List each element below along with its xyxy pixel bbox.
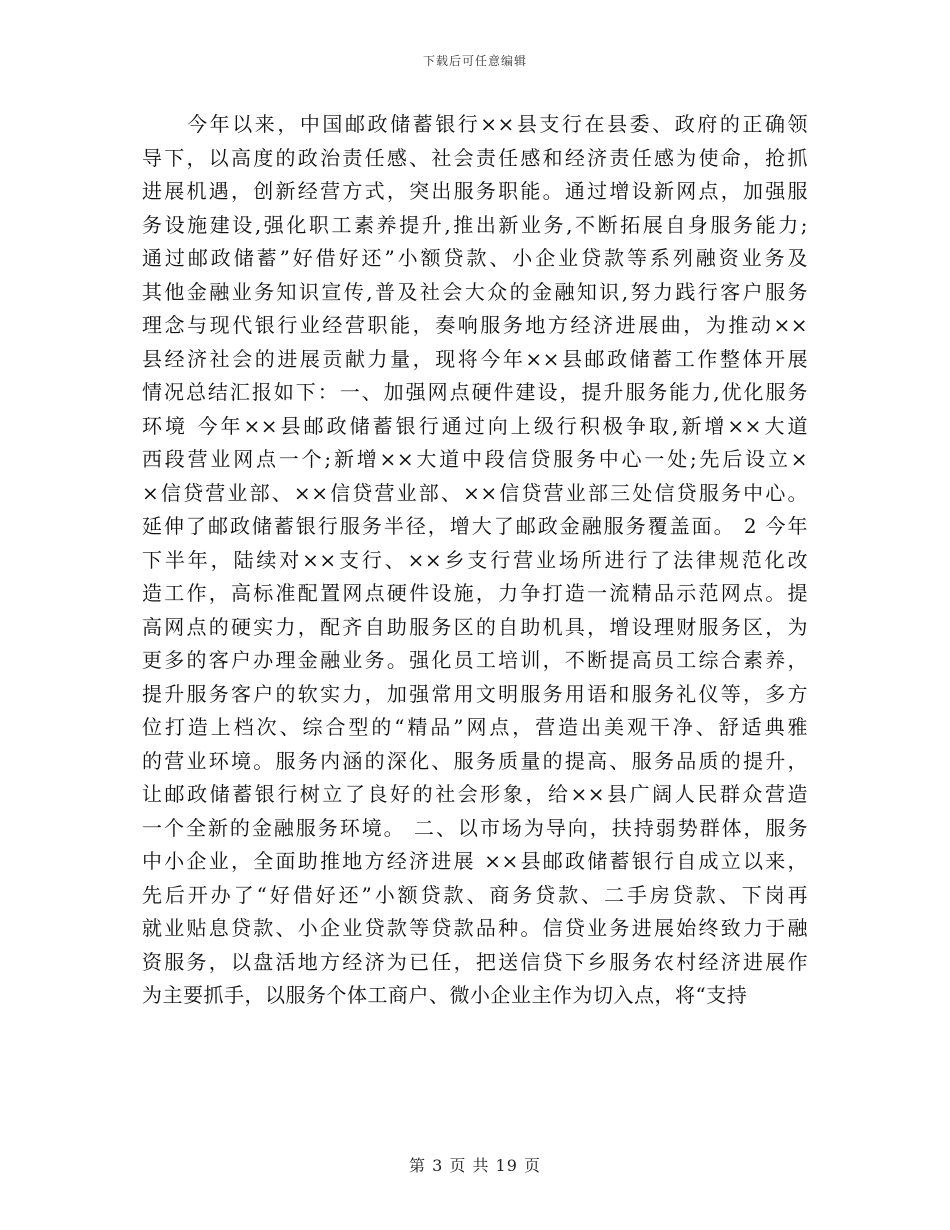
- body-line: 今年以来，中国邮政储蓄银行××县支行在县委、政府的正确领: [142, 112, 808, 136]
- document-body: [142, 108, 808, 1013]
- body-line: 通过邮政储蓄”好借好还”小额贷款、小企业贷款等系列融资业务及: [142, 246, 808, 270]
- body-line: 务设施建设,强化职工素养提升,推出新业务,不断拓展自身服务能力;: [142, 212, 808, 237]
- body-line: 县经济社会的进展贡献力量，现将今年××县邮政储蓄工作整体开展: [142, 346, 808, 371]
- body-line: 高网点的硬实力，配齐自助服务区的自助机具，增设理财服务区，为: [142, 614, 808, 639]
- body-line: 下半年，陆续对××支行、××乡支行营业场所进行了法律规范化改: [142, 547, 808, 572]
- body-line: 就业贴息贷款、小企业贷款等贷款品种。信贷业务进展始终致力于融: [142, 916, 808, 940]
- body-line: 延伸了邮政储蓄银行服务半径，增大了邮政金融服务覆盖面。 2 今年: [142, 514, 808, 538]
- body-line: 其他金融业务知识宣传,普及社会大众的金融知识,努力践行客户服务: [142, 279, 808, 304]
- body-line: 理念与现代银行业经营职能，奏响服务地方经济进展曲，为推动××: [142, 313, 808, 337]
- body-line: 让邮政储蓄银行树立了良好的社会形象，给××县广阔人民群众营造: [142, 782, 808, 806]
- body-line: 位打造上档次、综合型的“精品”网点，营造出美观干净、舒适典雅: [142, 715, 808, 739]
- page-header: 下载后可任意编辑: [422, 54, 527, 68]
- page-footer-page-number: 第 3 页 共 19 页: [409, 1156, 541, 1175]
- body-line: ×信贷营业部、××信贷营业部、××信贷营业部三处信贷服务中心。: [142, 480, 808, 505]
- body-line: 更多的客户办理金融业务。强化员工培训，不断提高员工综合素养，: [142, 648, 808, 672]
- body-line: 造工作，高标准配置网点硬件设施，力争打造一流精品示范网点。提: [142, 581, 808, 605]
- body-line: 先后开办了“好借好还”小额贷款、商务贷款、二手房贷款、下岗再: [142, 882, 808, 907]
- body-line: 为主要抓手，以服务个体工商户、微小企业主作为切入点，将“支持: [142, 983, 748, 1007]
- body-line: 提升服务客户的软实力，加强常用文明服务用语和服务礼仪等，多方: [142, 681, 808, 706]
- body-line: 西段营业网点一个;新增××大道中段信贷服务中心一处;先后设立×: [142, 447, 808, 471]
- body-line: 进展机遇，创新经营方式，突出服务职能。通过增设新网点，加强服: [142, 179, 808, 203]
- body-line: 一个全新的金融服务环境。 二、以市场为导向，扶持弱势群体，服务: [142, 815, 808, 840]
- body-line: 导下，以高度的政治责任感、社会责任感和经济责任感为使命，抢抓: [142, 145, 808, 170]
- body-line: 资服务，以盘活地方经济为已任，把送信贷下乡服务农村经济进展作: [142, 949, 808, 974]
- body-line: 的营业环境。服务内涵的深化、服务质量的提高、服务品质的提升，: [142, 748, 808, 773]
- body-line: 环境 今年××县邮政储蓄银行通过向上级行积极争取,新增××大道: [142, 413, 808, 438]
- body-line: 中小企业，全面助推地方经济进展 ××县邮政储蓄银行自成立以来，: [142, 849, 808, 873]
- body-line: 情况总结汇报如下：一、加强网点硬件建设，提升服务能力,优化服务: [142, 380, 808, 404]
